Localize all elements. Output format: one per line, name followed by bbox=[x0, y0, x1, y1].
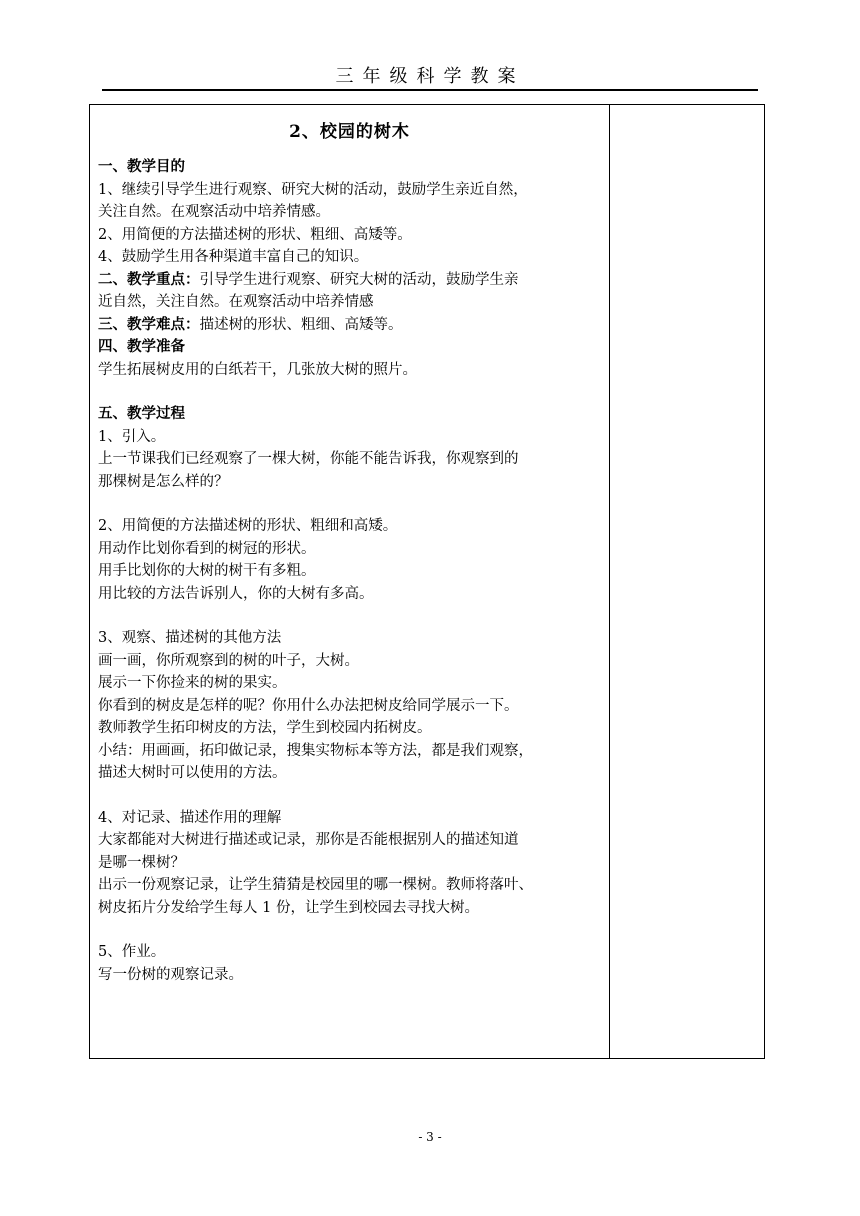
line-text: 2、用简便的方法描述树的形状、粗细、高矮等。 bbox=[98, 226, 412, 243]
lesson-title: 2、校园的树木 bbox=[289, 122, 410, 142]
text-line bbox=[98, 201, 601, 224]
section-heading: 二、教学重点： bbox=[98, 270, 200, 288]
text-line bbox=[98, 695, 601, 718]
text-line bbox=[98, 314, 601, 337]
text-line bbox=[98, 515, 601, 538]
line-text: 学生拓展树皮用的白纸若干，几张放大树的照片。 bbox=[98, 361, 417, 378]
line-text: 1、引入。 bbox=[98, 428, 166, 445]
line-text: 描述树的形状、粗细、高矮等。 bbox=[199, 316, 403, 333]
line-text: 描述大树时可以使用的方法。 bbox=[98, 765, 287, 781]
line-text: 2、用简便的方法描述树的形状、粗细和高矮。 bbox=[98, 518, 398, 534]
lesson-content-cell bbox=[90, 105, 610, 1058]
text-line bbox=[98, 650, 601, 673]
text-line bbox=[98, 269, 601, 292]
text-line bbox=[98, 381, 601, 403]
text-line bbox=[98, 627, 601, 650]
text-line bbox=[98, 583, 601, 606]
text-line bbox=[98, 807, 601, 830]
line-text: 用手比划你的大树的树干有多粗。 bbox=[98, 563, 316, 579]
line-text: 3、观察、描述树的其他方法 bbox=[98, 630, 282, 646]
section-heading: 四、教学准备 bbox=[98, 338, 185, 355]
text-line bbox=[98, 762, 601, 785]
line-text: 画一画，你所观察到的树的叶子，大树。 bbox=[98, 652, 359, 669]
section-heading: 一、教学目的 bbox=[98, 158, 185, 175]
text-line bbox=[98, 897, 601, 920]
line-text: 上一节课我们已经观察了一棵大树，你能不能告诉我，你观察到的 bbox=[98, 451, 519, 467]
text-line bbox=[98, 291, 601, 314]
text-line bbox=[98, 941, 601, 964]
text-line bbox=[98, 919, 601, 941]
text-line bbox=[98, 672, 601, 695]
line-text: 1、继续引导学生进行观察、研究大树的活动，鼓励学生亲近自然， bbox=[98, 181, 528, 198]
text-line bbox=[98, 426, 601, 449]
line-text: 用比较的方法告诉别人，你的大树有多高。 bbox=[98, 585, 374, 602]
text-line bbox=[98, 605, 601, 627]
text-line bbox=[98, 359, 601, 382]
line-text: 小结：用画画，拓印做记录，搜集实物标本等方法，都是我们观察， bbox=[98, 742, 533, 759]
text-line bbox=[98, 874, 601, 897]
line-text: 是哪一棵树？ bbox=[98, 854, 185, 871]
page-header-title: 三年级科学教案 bbox=[335, 66, 525, 87]
text-line bbox=[98, 829, 601, 852]
line-text: 那棵树是怎么样的？ bbox=[98, 473, 229, 490]
text-line bbox=[98, 717, 601, 740]
text-line bbox=[98, 224, 601, 247]
line-text: 近自然，关注自然。在观察活动中培养情感 bbox=[98, 294, 374, 310]
line-text: 4、鼓励学生用各种渠道丰富自己的知识。 bbox=[98, 249, 369, 265]
text-line bbox=[98, 538, 601, 561]
lesson-plan-table bbox=[89, 104, 765, 1059]
text-line bbox=[98, 493, 601, 515]
line-text: 树皮拓片分发给学生每人 1 份，让学生到校园去寻找大树。 bbox=[98, 899, 479, 916]
text-line bbox=[98, 471, 601, 494]
text-line bbox=[98, 852, 601, 875]
line-text: 教师教学生拓印树皮的方法，学生到校园内拓树皮。 bbox=[98, 720, 432, 736]
text-line bbox=[98, 156, 601, 179]
text-line bbox=[98, 740, 601, 763]
line-text: 你看到的树皮是怎样的呢？你用什么办法把树皮给同学展示一下。 bbox=[98, 697, 519, 714]
page-number: - 3 - bbox=[418, 1130, 442, 1144]
line-text: 出示一份观察记录，让学生猜猜是校园里的哪一棵树。教师将落叶、 bbox=[98, 877, 533, 893]
text-line bbox=[98, 448, 601, 471]
text-line bbox=[98, 336, 601, 359]
text-line bbox=[98, 179, 601, 202]
line-text: 展示一下你捡来的树的果实。 bbox=[98, 675, 287, 691]
section-heading: 三、教学难点： bbox=[98, 315, 200, 333]
line-text: 引导学生进行观察、研究大树的活动，鼓励学生亲 bbox=[199, 271, 519, 288]
text-line bbox=[98, 403, 601, 426]
line-text: 写一份树的观察记录。 bbox=[98, 966, 243, 983]
line-text: 关注自然。在观察活动中培养情感。 bbox=[98, 204, 330, 220]
line-text: 用动作比划你看到的树冠的形状。 bbox=[98, 540, 316, 557]
text-line bbox=[98, 785, 601, 807]
text-line bbox=[98, 560, 601, 583]
text-line bbox=[98, 964, 601, 987]
line-text: 4、对记录、描述作用的理解 bbox=[98, 809, 282, 826]
header-divider bbox=[102, 89, 758, 91]
notes-cell bbox=[610, 105, 764, 1058]
line-text: 5、作业。 bbox=[98, 944, 166, 960]
section-heading: 五、教学过程 bbox=[98, 405, 185, 422]
text-line bbox=[98, 246, 601, 269]
lesson-body bbox=[98, 156, 601, 986]
line-text: 大家都能对大树进行描述或记录，那你是否能根据别人的描述知道 bbox=[98, 832, 519, 848]
